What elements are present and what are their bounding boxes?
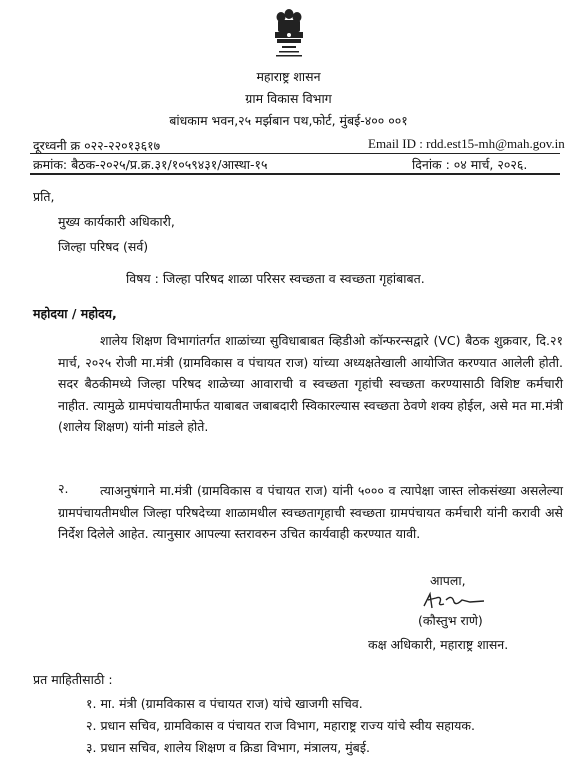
email-id: Email ID : rdd.est15-mh@mah.gov.in [368,136,565,151]
closing: आपला, [430,573,466,588]
ref-divider [30,173,560,175]
signatory-name: (कौस्तुभ राणे) [418,613,483,628]
body-paragraph-1: शालेय शिक्षण विभागांतर्गत शाळांच्या सुविधाबाबत व्हिडीओ कॉन्फरन्सद्वारे (VC) बैठक शुक्रवार, दि.२१ मार्च, २०२५ रोजी मा.मंत्री (ग्रामविकास व पंचायत राज) यांच्या अध्यक्षतेखाली आयोजित करण्यात आलेली होती. सदर बैठकीमध्ये जिल्हा परिषद शाळेच्या आवाराची व स्वच्छता गृहांची स्वच्छता करण्यासाठी विशिष्ट कर्मचारी नाहीत. त्यामुळे ग्रामपंचायतीमार्फत याबाबत जबाबदारी स्विकारल्यास स्वच्छता ठेवणे शक्य होईल, असे मत मा.मंत्री (शालेय शिक्षण) यांनी मांडले होते. [58,333,563,434]
subject-line: विषय : जिल्हा परिषद शाळा परिसर स्वच्छता व स्वच्छता गृहांबाबत. [126,271,425,286]
letter-date: दिनांक : ०४ मार्च, २०२६. [412,157,528,172]
salutation: महोदया / महोदय, [33,306,117,321]
signatory-designation: कक्ष अधिकारी, महाराष्ट्र शासन. [368,637,509,652]
office-address: बांधकाम भवन,२५ मर्झबान पथ,फोर्ट, मुंबई-४०० ००१ [169,113,408,128]
copy-to-item-3: ३. प्रधान सचिव, शालेय शिक्षण व क्रिडा विभाग, मंत्रालय, मुंबई. [86,740,370,755]
reference-number: क्रमांक: बैठक-२०२५/प्र.क्र.३१/१०५९४३१/आस्था-१५ [33,157,268,172]
body-paragraph-2: त्याअनुषंगाने मा.मंत्री (ग्रामविकास व पंचायत राज) यांनी ५००० व त्यापेक्षा जास्त लोकसंख्या असलेल्या ग्रामपंचायतीमधील जिल्हा परिषदेच्या शाळामधील स्वच्छतागृहाची स्वच्छता ग्रामपंचायत कर्मचारी यांनी करावी असे निर्देश दिलेले आहेत. त्यानुसार आपल्या स्तरावरुन उचित कार्यवाही करण्यात यावी. [58,483,563,541]
copy-to-heading: प्रत माहितीसाठी : [33,672,113,687]
recipient-to: प्रति, [33,189,55,204]
government-name: महाराष्ट्र शासन [256,69,321,84]
copy-to-item-2: २. प्रधान सचिव, ग्रामविकास व पंचायत राज विभाग, महाराष्ट्र राज्य यांचे स्वीय सहायक. [86,718,475,733]
recipient-line2: जिल्हा परिषद (सर्व) [58,239,149,254]
copy-to-item-1: १. मा. मंत्री (ग्रामविकास व पंचायत राज) यांचे खाजगी सचिव. [86,696,363,711]
phone-number: दूरध्वनी क्र ०२२-२२०१३६१७ [33,138,161,153]
recipient-line1: मुख्य कार्यकारी अधिकारी, [58,214,175,229]
paragraph-2-number: २. [58,481,69,496]
signature-scribble [420,590,490,612]
header-divider [30,153,560,154]
state-emblem-icon [268,6,310,60]
department-name: ग्राम विकास विभाग [245,91,332,106]
